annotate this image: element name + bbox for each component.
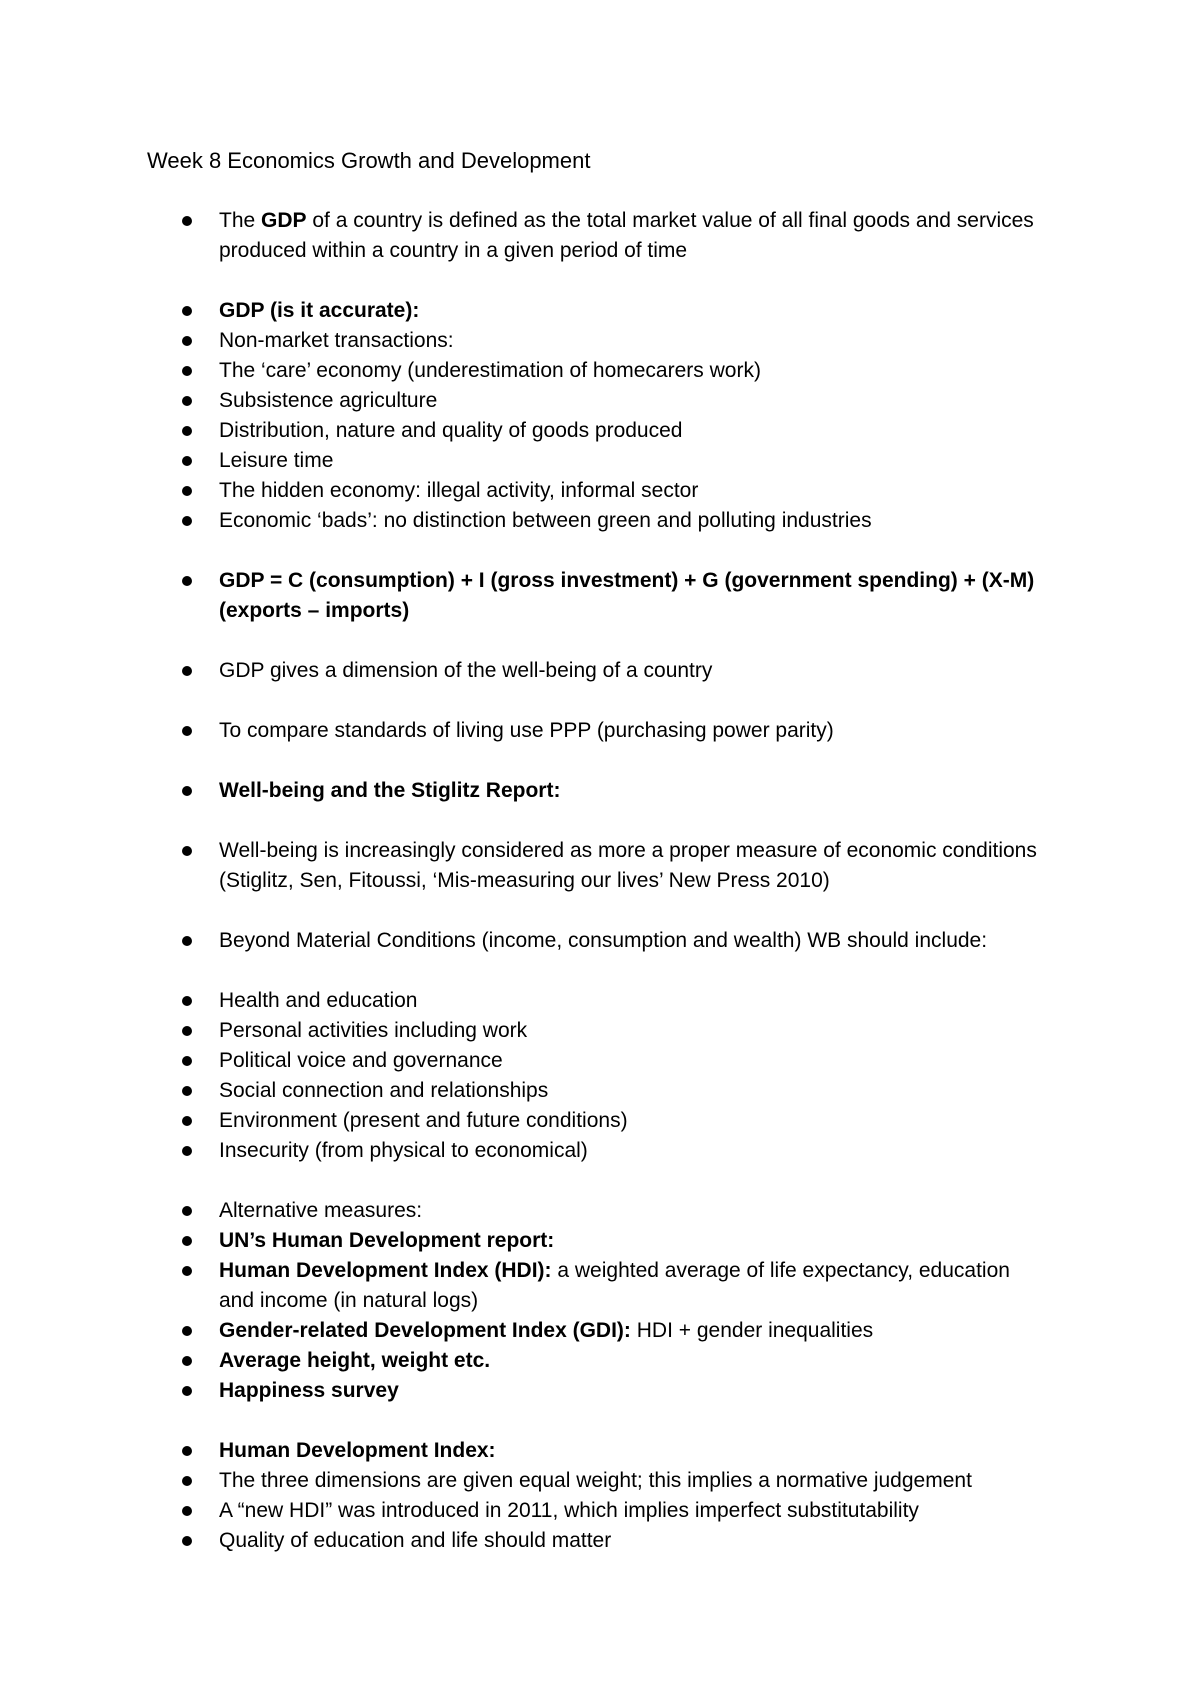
plain-text: Insecurity (from physical to economical)	[219, 1139, 588, 1162]
list-item-text	[219, 566, 1049, 626]
list-item-text	[219, 326, 1049, 356]
list-item-text	[219, 1436, 1049, 1466]
bullet-icon	[182, 1446, 192, 1456]
list-item-text	[219, 1316, 1049, 1346]
list-item-text	[219, 416, 1049, 446]
plain-text: Quality of education and life should matter	[219, 1529, 612, 1552]
list-item-text	[219, 206, 1049, 266]
bullet-icon	[182, 1326, 192, 1336]
bullet-icon	[182, 306, 192, 316]
bold-text: GDP = C (consumption) + I (gross investment) + G (government spending) + (X-M) (exports – imports)	[219, 569, 1035, 622]
plain-text: HDI + gender inequalities	[630, 1319, 874, 1342]
plain-text: Subsistence agriculture	[219, 389, 438, 412]
list-item-text	[219, 1016, 1049, 1046]
bold-text: GDP (is it accurate):	[219, 299, 420, 322]
plain-text: Social connection and relationships	[219, 1079, 549, 1102]
list-item-text	[219, 1346, 1049, 1376]
list-item-text	[219, 506, 1049, 536]
list-item-text	[219, 1466, 1049, 1496]
bullet-icon	[182, 426, 192, 436]
bold-text: Happiness survey	[219, 1379, 399, 1402]
bullet-icon	[182, 1536, 192, 1546]
list-item-text	[219, 656, 1049, 686]
list-item-text	[219, 1136, 1049, 1166]
list-item-text	[219, 446, 1049, 476]
plain-text: Environment (present and future conditions)	[219, 1109, 628, 1132]
bullet-icon	[182, 336, 192, 346]
list-item-text	[219, 836, 1049, 896]
bullet-icon	[182, 1386, 192, 1396]
list-item-text	[219, 716, 1049, 746]
plain-text: The hidden economy: illegal activity, informal sector	[219, 479, 699, 502]
list-item-text	[219, 1106, 1049, 1136]
bullet-icon	[182, 1206, 192, 1216]
plain-text: To compare standards of living use PPP (purchasing power parity)	[219, 719, 834, 742]
bullet-icon	[182, 726, 192, 736]
plain-text: Economic ‘bads’: no distinction between green and polluting industries	[219, 509, 872, 532]
bullet-icon	[182, 366, 192, 376]
list-item-text	[219, 1526, 1049, 1556]
bullet-icon	[182, 1506, 192, 1516]
list-item-text	[219, 476, 1049, 506]
bold-text: Human Development Index (HDI):	[219, 1259, 552, 1282]
bullet-icon	[182, 1236, 192, 1246]
bullet-icon	[182, 456, 192, 466]
plain-text: A “new HDI” was introduced in 2011, which implies imperfect substitutability	[219, 1499, 919, 1522]
bullet-icon	[182, 1056, 192, 1066]
plain-text: The ‘care’ economy (underestimation of homecarers work)	[219, 359, 761, 382]
bold-text: Gender-related Development Index (GDI):	[219, 1319, 631, 1342]
bold-text: Average height, weight etc.	[219, 1349, 491, 1372]
plain-text: Well-being is increasingly considered as more a proper measure of economic conditions (Stiglitz, Sen, Fitoussi, ‘Mis-measuring our lives’ New Press 2010)	[219, 839, 1037, 892]
bold-text: UN’s Human Development report:	[219, 1229, 555, 1252]
bullet-icon	[182, 1146, 192, 1156]
bullet-icon	[182, 666, 192, 676]
plain-text: Leisure time	[219, 449, 334, 472]
list-item-text	[219, 1076, 1049, 1106]
list-item-text	[219, 1496, 1049, 1526]
plain-text: The	[219, 209, 262, 232]
plain-text: a weighted average of life expectancy, education and income (in natural logs)	[219, 1259, 1010, 1312]
list-item-text	[219, 926, 1049, 956]
plain-text: Personal activities including work	[219, 1019, 528, 1042]
list-item-text	[219, 1046, 1049, 1076]
bullet-icon	[182, 1476, 192, 1486]
list-item-text	[219, 776, 1049, 806]
plain-text: GDP gives a dimension of the well-being of a country	[219, 659, 713, 682]
bullet-icon	[182, 1086, 192, 1096]
plain-text: Non-market transactions:	[219, 329, 454, 352]
list-item-text	[219, 386, 1049, 416]
list-item-text	[219, 986, 1049, 1016]
list-item-text	[219, 1226, 1049, 1256]
bullet-icon	[182, 1116, 192, 1126]
bullet-icon	[182, 516, 192, 526]
bold-text: Human Development Index:	[219, 1439, 496, 1462]
list-item-text	[219, 1196, 1049, 1226]
list-item-text	[219, 1256, 1049, 1316]
plain-text: Distribution, nature and quality of goods produced	[219, 419, 683, 442]
bullet-icon	[182, 1356, 192, 1366]
bold-text: GDP	[261, 209, 307, 232]
plain-text: The three dimensions are given equal weight; this implies a normative judgement	[219, 1469, 972, 1492]
bullet-icon	[182, 936, 192, 946]
list-item-text	[219, 296, 1049, 326]
plain-text: Political voice and governance	[219, 1049, 503, 1072]
plain-text: Alternative measures:	[219, 1199, 423, 1222]
bullet-icon	[182, 216, 192, 226]
list-item-text	[219, 356, 1049, 386]
plain-text: of a country is defined as the total market value of all final goods and services produced within a country in a given period of time	[219, 209, 1034, 262]
bullet-icon	[182, 996, 192, 1006]
plain-text: Beyond Material Conditions (income, consumption and wealth) WB should include:	[219, 929, 988, 952]
bullet-icon	[182, 396, 192, 406]
plain-text: Health and education	[219, 989, 418, 1012]
document-title: Week 8 Economics Growth and Development	[147, 148, 591, 173]
bullet-icon	[182, 486, 192, 496]
bullet-icon	[182, 846, 192, 856]
bullet-icon	[182, 1266, 192, 1276]
bullet-icon	[182, 1026, 192, 1036]
bullet-icon	[182, 576, 192, 586]
bullet-icon	[182, 786, 192, 796]
list-item-text	[219, 1376, 1049, 1406]
bold-text: Well-being and the Stiglitz Report:	[219, 779, 561, 802]
